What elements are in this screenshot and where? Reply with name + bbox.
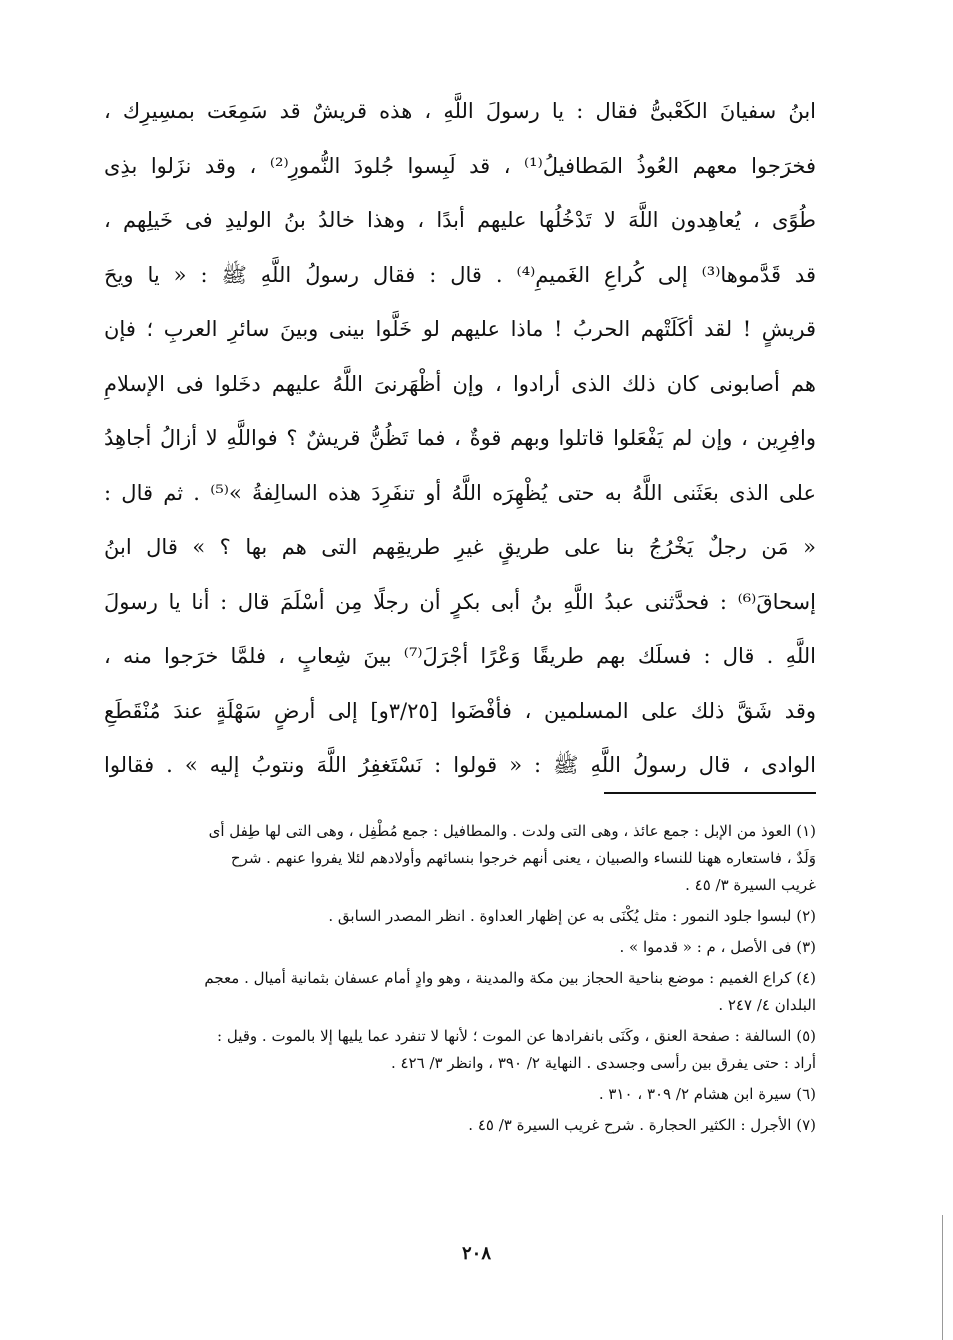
footnote-line: (٥) السالفة : صفحة العنق ، وكَنَى بانفرادها عن الموت ؛ لأنها لا تنفرد عما يليها إلا بالموت . وقيل :: [217, 1027, 816, 1045]
footnote-7: [104, 1112, 816, 1139]
footnote-1: [104, 818, 816, 899]
footnote-line: (٧) الأجرل : الكثير الحجارة . شرح غريب السيرة ٣/ ٤٥ .: [468, 1116, 816, 1134]
main-text-line: هم أصابونى كان ذلك الذى أرادوا ، وإن أظْهَرنىَ اللَّهُ عليهم دخَلوا فى الإسلامِ: [104, 371, 816, 396]
footnote-separator: [604, 792, 816, 794]
footnote-5: [104, 1023, 816, 1077]
footnote-line: (١) العوذ من الإبل : جمع عائذ ، وهى التى ولدت . والمطافيل : جمع مُطْفِل ، وهى التى لها طِفل أى: [208, 822, 816, 840]
footnotes: [104, 818, 816, 1143]
main-text-line: ابنُ سفيانَ الكَعْبىُّ فقال : يا رسولَ اللَّهِ ، هذه قريشٌ قد سَمِعَت بمسِيرِك ،: [104, 99, 816, 123]
footnote-line: البلدان ٤/ ٢٤٧ .: [718, 996, 816, 1014]
main-text-line: اللَّهِ . قال : فسلَك بهم طريقًا وَعْرًا أجْرَلَ⁽⁷⁾ بينَ شِعابٍ ، فلمَّا خرَجوا منه ،: [104, 644, 816, 668]
footnote-line: (٣) فى الأصل ، م : « قدموا » .: [619, 938, 816, 956]
footnote-line: أراد : حتى يفرق بين رأسى وجسدى . النهاية ٢/ ٣٩٠ ، وانظر ٣/ ٤٢٦ .: [390, 1054, 816, 1072]
footnote-line: (٦) سيرة ابن هشام ٢/ ٣٠٩ ، ٣١٠ .: [598, 1085, 816, 1103]
main-text: [104, 84, 816, 793]
main-text-line: على الذى بعَثَنى اللَّهُ به حتى يُظْهِرَه اللَّهُ أو تنفَرِدَ هذه السالِفةُ »⁽⁵⁾ . ثم قال :: [104, 480, 816, 505]
scan-edge-line: [942, 1215, 943, 1340]
footnote-3: [104, 934, 816, 961]
footnote-line: (٤) كراع الغميم : موضع بناحية الحجاز بين مكة والمدينة ، وهو وادٍ أمام عسفان بثمانية أميال . معجم: [204, 969, 816, 987]
main-text-line: وافِرِين ، وإن لم يَفْعَلوا قاتلوا وبهم قوةٌ ، فما تَظُنُّ قريشٌ ؟ فواللَّهِ لا أزالُ أجاهِدُ: [104, 426, 816, 450]
main-text-line: طُوًى ، يُعاهِدون اللَّهَ لا تَدْخُلُها عليهم أبدًا ، وهذا خالدُ بنُ الوليدِ فى خَيلِهم ،: [104, 208, 816, 232]
main-text-line: قريشٍ ! لقد أكَلَتْهم الحربُ ! ماذا عليهم لو خَلَّوا بينى وبينَ سائرِ العربِ ؛ فإن: [104, 317, 816, 341]
footnote-line: (٢) لبسوا جلود النمور : مثل يُكْنَى به عن إظهار العداوة . انظر المصدر السابق .: [328, 907, 816, 925]
main-text-line: « مَن رجلٌ يَخْرُجُ بنا على طريقٍ غيرِ طريقِهم التى هم بها ؟ » قال ابنُ: [104, 535, 816, 559]
main-text-line: فخرَجوا معهم العُوذُ المَطافيلُ⁽¹⁾ ، قد لَبِسوا جُلودَ النُّمورِ⁽²⁾ ، وقد نزَلوا بذِى: [104, 153, 816, 178]
footnote-line: وَلَدٌ ، فاستعاره ههنا للنساء والصبيان ، يعنى أنهم خرجوا بنسائهم وأولادهم لئلا يفروا عنهم . شرح: [230, 849, 816, 867]
main-text-line: إسحاقَ⁽⁶⁾ : فحدَّثنى عبدُ اللَّهِ بنُ أبى بكرٍ أن رجلًا مِن أسْلَمَ قال : أنا يا رسولَ: [104, 589, 816, 614]
main-text-line: قد قَدَّموها⁽³⁾ إلى كُراعِ الغَميمِ⁽⁴⁾ . قال : فقال رسولُ اللَّهِ ﷺ : « يا ويحَ: [104, 262, 816, 287]
footnote-4: [104, 965, 816, 1019]
footnote-6: [104, 1081, 816, 1108]
footnote-line: غريب السيرة ٣/ ٤٥ .: [685, 876, 816, 894]
page-number: ٢٠٨: [461, 1243, 491, 1264]
footnote-2: [104, 903, 816, 930]
main-text-line: وقد شَقَّ ذلك على المسلمين ، فأفْضَوا [٣/٢٥و] إلى أرضٍ سَهْلَةٍ عندَ مُنْقَطَعِ: [104, 698, 816, 723]
main-text-line: الوادى ، قال رسولُ اللَّهِ ﷺ : « قولوا : نَسْتَغفِرُ اللَّهَ ونتوبُ إليه » . فقالوا: [104, 753, 816, 777]
